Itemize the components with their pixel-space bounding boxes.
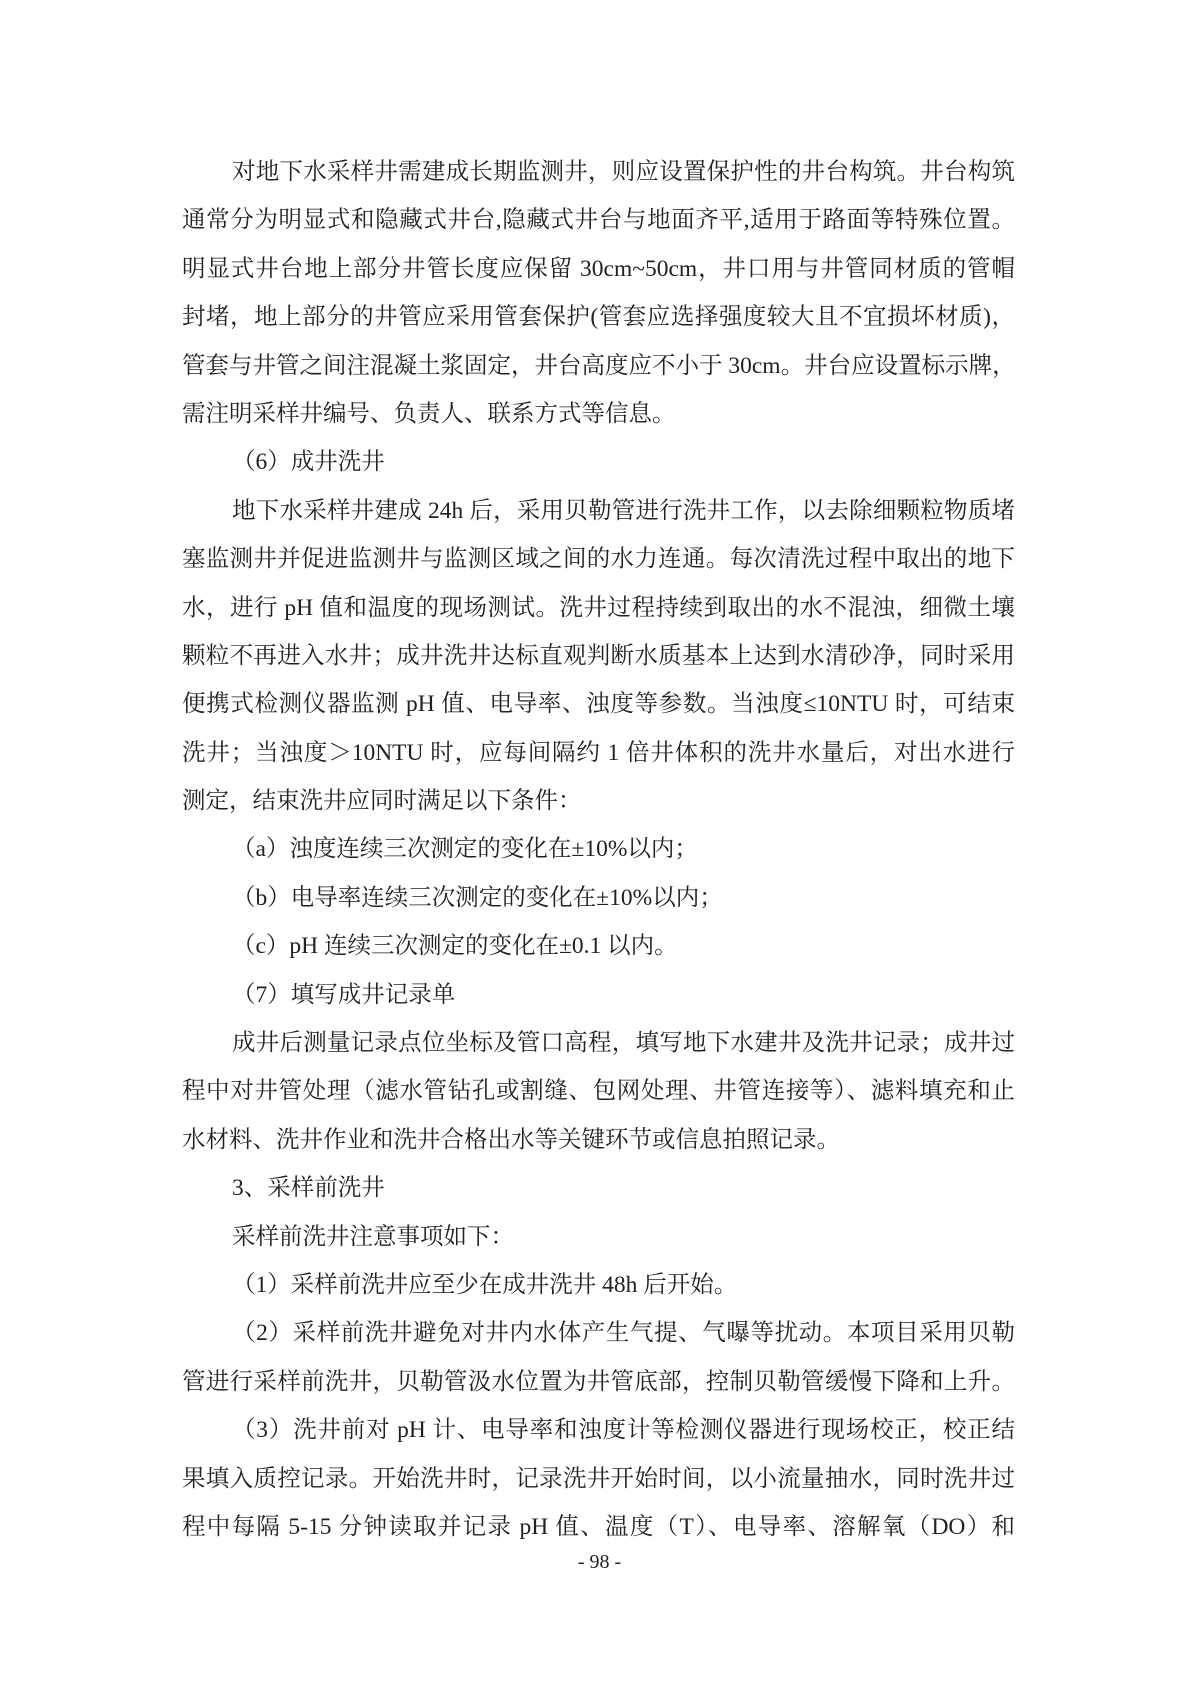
text-line: （1）采样前洗井应至少在成井洗井 48h 后开始。 xyxy=(232,1271,738,1298)
text-line: 塞监测井并促进监测井与监测区域之间的水力连通。每次清洗过程中取出的地下 xyxy=(182,546,1015,573)
heading-line: 3、采样前洗井 xyxy=(232,1175,385,1202)
item-b-conductivity xyxy=(182,874,1015,922)
paragraph-washing-procedure xyxy=(182,487,1015,826)
paragraph-pre-sampling-intro xyxy=(182,1213,1015,1261)
text-line: （3）洗井前对 pH 计、电导率和浊度计等检测仪器进行现场校正，校正结 xyxy=(232,1417,1015,1444)
text-line: 水，进行 pH 值和温度的现场测试。洗井过程持续到取出的水不混浊，细微土壤 xyxy=(182,594,1015,621)
text-line: 明显式井台地上部分井管长度应保留 30cm~50cm，井口用与井管同材质的管帽 xyxy=(182,255,1015,282)
text-line: 便携式检测仪器监测 pH 值、电导率、浊度等参数。当浊度≤10NTU 时，可结束 xyxy=(182,691,1015,718)
text-line: 需注明采样井编号、负责人、联系方式等信息。 xyxy=(182,400,676,427)
text-line: 通常分为明显式和隐藏式井台,隐藏式井台与地面齐平,适用于路面等特殊位置。 xyxy=(182,207,1015,234)
text-line: （a）浊度连续三次测定的变化在±10%以内； xyxy=(232,836,698,863)
heading-line: （7）填写成井记录单 xyxy=(232,981,456,1008)
document-body xyxy=(182,148,1015,1551)
paragraph-record-details xyxy=(182,1019,1015,1164)
text-line: 程中每隔 5-15 分钟读取并记录 pH 值、温度（T）、电导率、溶解氧（DO）和 xyxy=(182,1513,1015,1540)
heading-6-well-completion-washing xyxy=(182,438,1015,486)
page-number: - 98 - xyxy=(577,1551,622,1573)
item-3-instrument-calibration xyxy=(182,1406,1015,1551)
paragraph-well-platform xyxy=(182,148,1015,438)
text-line: 对地下水采样井需建成长期监测井，则应设置保护性的井台构筑。井台构筑 xyxy=(232,159,1015,185)
text-line: （c）pH 连续三次测定的变化在±0.1 以内。 xyxy=(232,933,678,960)
text-line: 程中对井管处理（滤水管钻孔或割缝、包网处理、井管连接等）、滤料填充和止 xyxy=(182,1078,1015,1105)
heading-3-pre-sampling-washing xyxy=(182,1164,1015,1212)
item-2-bailer-washing xyxy=(182,1309,1015,1406)
heading-7-well-record xyxy=(182,971,1015,1019)
text-line: 水材料、洗井作业和洗井合格出水等关键环节或信息拍照记录。 xyxy=(182,1126,840,1153)
heading-line: （6）成井洗井 xyxy=(232,449,385,476)
text-line: 管进行采样前洗井，贝勒管汲水位置为井管底部，控制贝勒管缓慢下降和上升。 xyxy=(182,1368,1015,1395)
text-line: （b）电导率连续三次测定的变化在±10%以内； xyxy=(232,884,723,911)
text-line: 管套与井管之间注混凝土浆固定，井台高度应不小于 30cm。井台应设置标示牌， xyxy=(182,352,1016,379)
text-line: 封堵，地上部分的井管应采用管套保护(管套应选择强度较大且不宜损坏材质)， xyxy=(182,304,1015,331)
item-a-turbidity xyxy=(182,825,1015,873)
text-line: （2）采样前洗井避免对井内水体产生气提、气曝等扰动。本项目采用贝勒 xyxy=(232,1320,1015,1347)
text-line: 果填入质控记录。开始洗井时，记录洗井开始时间，以小流量抽水，同时洗井过 xyxy=(182,1465,1015,1492)
item-c-ph xyxy=(182,922,1015,970)
text-line: 成井后测量记录点位坐标及管口高程，填写地下水建井及洗井记录；成井过 xyxy=(232,1030,1015,1057)
text-line: 颗粒不再进入水井；成井洗井达标直观判断水质基本上达到水清砂净，同时采用 xyxy=(182,642,1015,669)
text-line: 测定，结束洗井应同时满足以下条件： xyxy=(182,788,582,815)
item-1-48h-start xyxy=(182,1261,1015,1309)
text-line: 采样前洗井注意事项如下： xyxy=(232,1223,514,1250)
text-line: 地下水采样井建成 24h 后，采用贝勒管进行洗井工作，以去除细颗粒物质堵 xyxy=(232,497,1015,524)
text-line: 洗井；当浊度＞10NTU 时，应每间隔约 1 倍井体积的洗井水量后，对出水进行 xyxy=(182,739,1015,766)
